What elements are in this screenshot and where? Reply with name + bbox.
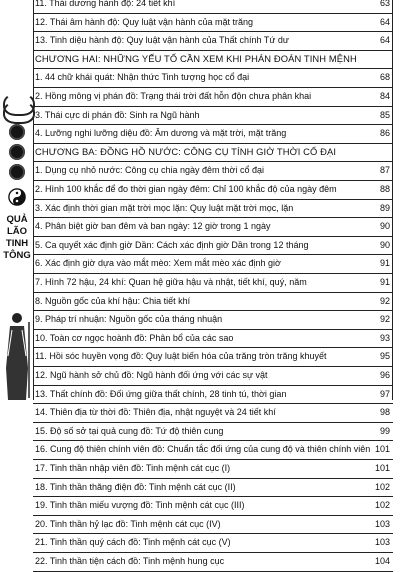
toc-entry <box>33 329 393 349</box>
entry-title: 21. Tinh thần quý cách đồ: Tinh mệnh cát cục (V) <box>35 537 231 548</box>
page-number: 103 <box>374 518 390 529</box>
entry-title: 4. Lưỡng nghi lưỡng diệu đồ: Âm dương và mặt trời, mặt trăng <box>35 128 287 139</box>
page-number: 92 <box>379 295 390 306</box>
entry-title: 11. Thái dương hành độ: 24 tiết khí <box>35 0 176 8</box>
page-number: 102 <box>374 500 390 511</box>
toc-entry <box>33 124 393 144</box>
toc-entry <box>33 385 393 405</box>
side-title-line: QUẢ <box>6 214 28 225</box>
entry-title: 14. Thiên địa từ thời đồ: Thiên địa, nhật nguyệt và 24 tiết khí <box>35 407 276 418</box>
chapter-title: CHƯƠNG HAI: NHỮNG YẾU TỐ CẦN XEM KHI PHÁN ĐOÁN TINH MỆNH <box>35 52 357 64</box>
coin-icon <box>9 144 25 160</box>
entry-title: 5. Ca quyết xác định giờ Dần: Cách xác định giờ Dần trong 12 tháng <box>35 239 309 250</box>
side-title-line: LÃO <box>6 226 28 237</box>
cloud-ornament <box>3 100 35 124</box>
entry-title: 16. Cung độ thiên chính viên đồ: Chuẩn tắc đối ứng của cung độ và thiên chính viên <box>35 444 371 455</box>
entry-title: 1. Dụng cụ nhỏ nước: Công cụ chia ngày đêm thời cổ đại <box>35 165 264 176</box>
side-title-line: TINH <box>5 238 29 249</box>
entry-title: 12. Ngũ hành sở chủ đồ: Ngũ hành đối ứng với các sự vật <box>35 370 268 380</box>
page-number: 91 <box>379 258 390 269</box>
entry-title: 6. Xác định giờ dựa vào mắt mèo: Xem mắt mèo xác định giờ <box>35 258 281 269</box>
entry-title: 10. Toàn cơ ngọc hoành đồ: Phân bổ của các sao <box>35 332 234 343</box>
page-number: 91 <box>379 277 390 287</box>
page-number: 93 <box>379 332 390 343</box>
page-number: 99 <box>379 425 390 436</box>
entry-title: 8. Nguồn gốc của khí hậu: Chia tiết khí <box>35 295 191 306</box>
entry-title: 15. Độ số sở tại quả cung đồ: Tứ độ thiên cung <box>35 425 224 436</box>
sage-figure-icon <box>2 308 32 400</box>
entry-title: 19. Tinh thần miếu vượng đồ: Tinh mệnh cát cục (III) <box>35 500 245 511</box>
toc-entry <box>33 236 393 256</box>
page-number: 64 <box>379 16 390 27</box>
entry-title: 1. 44 chữ khái quát: Nhận thức Tinh tượng học cổ đại <box>35 72 250 83</box>
toc-entry <box>33 254 393 274</box>
entry-title: 2. Hình 100 khắc để đo thời gian ngày đêm: Chỉ 100 khắc độ của ngày đêm <box>35 184 337 194</box>
page-number: 86 <box>379 128 390 139</box>
entry-title: 22. Tinh thần tiện cách đồ: Tinh mệnh hung cục <box>35 556 225 566</box>
entry-title: 2. Hồng mông vị phán đồ: Trạng thái trời đất hỗn độn chưa phân khai <box>35 91 312 101</box>
toc-entry <box>33 180 393 200</box>
page-number: 95 <box>379 351 390 362</box>
page-number: 101 <box>374 444 390 455</box>
side-title-line: TÔNG <box>3 250 31 261</box>
toc-entry <box>33 310 393 330</box>
page-number: 103 <box>374 537 390 548</box>
toc-entry <box>33 347 393 367</box>
toc-entry <box>33 87 393 107</box>
toc-entry <box>33 31 393 51</box>
yin-yang-icon <box>8 188 26 206</box>
page-number: 98 <box>379 407 390 418</box>
toc-entry <box>33 552 393 572</box>
side-title <box>2 214 32 262</box>
toc-entry <box>33 273 393 293</box>
side-decoration <box>0 0 34 400</box>
page-number: 68 <box>379 72 390 83</box>
page-number: 89 <box>379 202 390 213</box>
entry-title: 17. Tinh thần nhập viên đồ: Tinh mệnh cát cục (I) <box>35 463 231 473</box>
page-number: 97 <box>379 388 390 399</box>
page-number: 63 <box>379 0 390 8</box>
toc-entry <box>33 496 393 516</box>
toc-entry <box>33 422 393 442</box>
page-number: 104 <box>374 556 390 566</box>
entry-title: 11. Hồi sóc huyền vọng đồ: Quy luật biến hóa của trăng tròn trăng khuyết <box>35 351 327 362</box>
toc-entry <box>33 199 393 219</box>
toc-entry <box>33 366 393 386</box>
page-number: 85 <box>379 109 390 120</box>
page-number: 64 <box>379 35 390 46</box>
page-number: 84 <box>379 91 390 101</box>
toc-entry <box>33 459 393 479</box>
entry-title: 7. Hình 72 hậu, 24 khí: Quan hệ giữa hậu và nhật, tiết khí, quý, năm <box>35 277 307 287</box>
page-number: 102 <box>374 481 390 492</box>
entry-title: 13. Thất chính đồ: Đối ứng giữa thất chính, 28 tinh tú, thời gian <box>35 388 287 399</box>
entry-title: 9. Pháp trí nhuận: Nguồn gốc của tháng nhuận <box>35 314 223 325</box>
toc-entry <box>33 533 393 553</box>
table-of-contents <box>33 0 398 566</box>
entry-title: 13. Tinh diệu hành độ: Quy luật vận hành của Thất chính Tứ dư <box>35 35 289 46</box>
page-number: 90 <box>379 239 390 250</box>
page-number: 87 <box>379 165 390 176</box>
page-number: 88 <box>379 184 390 194</box>
toc-entry <box>33 217 393 237</box>
page-number: 101 <box>374 463 390 473</box>
toc-entry <box>33 515 393 535</box>
entry-title: 18. Tinh thần thăng điện đồ: Tinh mệnh cát cục (II) <box>35 481 236 492</box>
entry-title: 4. Phân biệt giờ ban đêm và ban ngày: 12 giờ trong 1 ngày <box>35 221 271 232</box>
toc-entry <box>33 106 393 126</box>
page-number: 90 <box>379 221 390 232</box>
toc-entry <box>33 292 393 312</box>
toc-entry <box>33 0 393 14</box>
toc-entry <box>33 13 393 33</box>
chapter-title: CHƯƠNG BA: ĐỒNG HỒ NƯỚC: CÔNG CỤ TÍNH GIỜ THỜI CỔ ĐẠI <box>35 145 337 157</box>
entry-title: 3. Xác định thời gian mặt trời mọc lặn: Quy luật mặt trời mọc, lặn <box>35 202 294 213</box>
coin-icon <box>9 124 25 140</box>
entry-title: 3. Thái cực di phán đồ: Sinh ra Ngũ hành <box>35 109 200 120</box>
toc-entry <box>33 161 393 181</box>
entry-title: 20. Tinh thần hỷ lạc đồ: Tinh mệnh cát cục (IV) <box>35 518 221 529</box>
entry-title: 12. Thái âm hành độ: Quy luật vận hành của mặt trăng <box>35 16 253 27</box>
toc-entry <box>33 403 393 423</box>
page-number: 96 <box>379 370 390 380</box>
chapter-heading <box>33 50 393 70</box>
toc-entry <box>33 440 393 460</box>
toc-entry <box>33 68 393 88</box>
page-number: 92 <box>379 314 390 325</box>
coin-icon <box>9 164 25 180</box>
chapter-heading <box>33 143 393 163</box>
toc-entry <box>33 478 393 498</box>
